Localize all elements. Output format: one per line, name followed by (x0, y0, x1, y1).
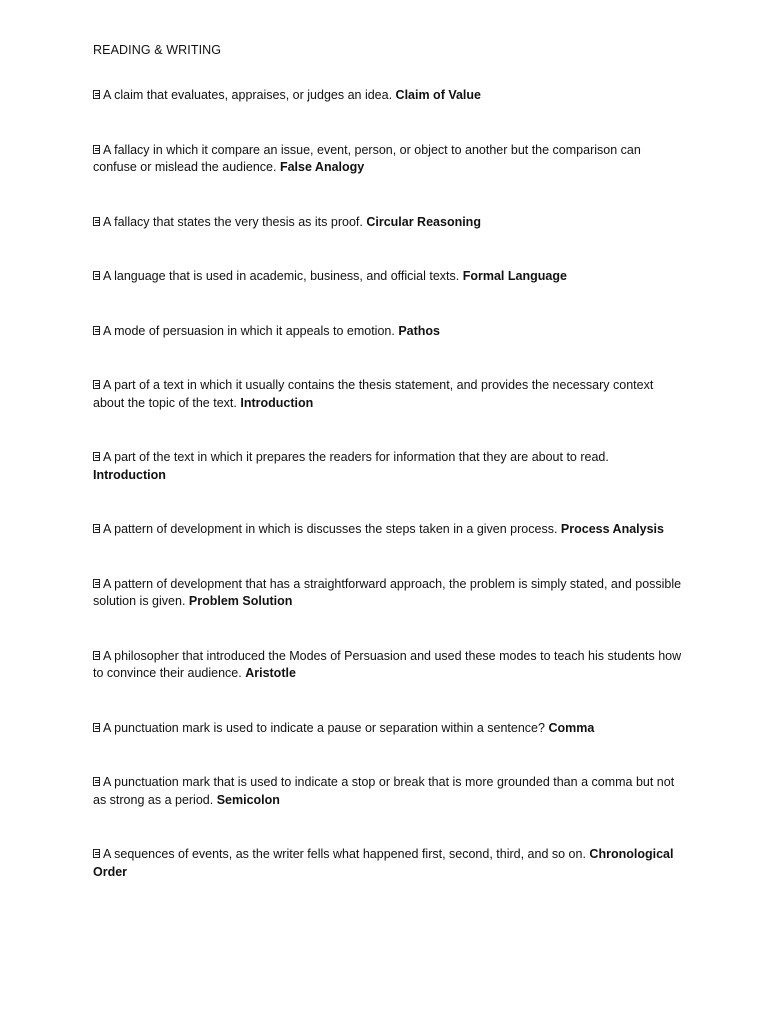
missing-glyph-icon (93, 90, 100, 99)
answer-text: Introduction (93, 467, 166, 482)
answer-text: Pathos (398, 323, 441, 338)
question-text: A pattern of development that has a straightforward approach, the problem is simply stated, and possible solution is given. (93, 576, 682, 608)
qa-item (93, 774, 683, 809)
answer-text: Comma (548, 720, 595, 735)
missing-glyph-icon (93, 723, 100, 732)
answer-text: Chronological Order (93, 847, 674, 879)
answer-text: Circular Reasoning (366, 214, 481, 229)
question-text: A fallacy in which it compare an issue, event, person, or object to another but the comparison can confuse or mislead the audience. (93, 142, 641, 174)
missing-glyph-icon (93, 849, 100, 858)
question-text: A part of a text in which it usually contains the thesis statement, and provides the necessary context about the topic of the text. (93, 378, 654, 410)
missing-glyph-icon (93, 651, 100, 660)
missing-glyph-icon (93, 271, 100, 280)
answer-text: Aristotle (245, 666, 296, 680)
question-text: A sequences of events, as the writer fells what happened first, second, third, and so on. (103, 847, 586, 861)
question-text: A part of the text in which it prepares the readers for information that they are about to read. (103, 450, 609, 464)
qa-item (93, 87, 683, 105)
missing-glyph-icon (93, 217, 100, 226)
answer-text: Introduction (240, 395, 314, 410)
qa-item (93, 576, 683, 611)
qa-item (93, 377, 683, 412)
missing-glyph-icon (93, 579, 100, 588)
qa-item (93, 214, 683, 232)
question-text: A mode of persuasion in which it appeals to emotion. (103, 323, 395, 338)
answer-text: Process Analysis (560, 522, 664, 536)
question-text: A claim that evaluates, appraises, or judges an idea. (103, 88, 393, 102)
qa-item (93, 449, 683, 484)
qa-item (93, 648, 683, 683)
answer-text: Claim of Value (395, 88, 481, 102)
document-body (93, 41, 683, 881)
qa-item (93, 846, 683, 881)
qa-item (93, 142, 683, 177)
missing-glyph-icon (93, 326, 100, 335)
answer-text: Formal Language (462, 269, 567, 283)
missing-glyph-icon (93, 452, 100, 461)
question-text: A language that is used in academic, business, and official texts. (103, 269, 460, 283)
question-text: A punctuation mark is used to indicate a pause or separation within a sentence? (103, 720, 545, 735)
missing-glyph-icon (93, 777, 100, 786)
qa-item (93, 268, 683, 286)
missing-glyph-icon (93, 145, 100, 154)
question-text: A punctuation mark that is used to indicate a stop or break that is more grounded than a comma but not as strong as a period. (93, 775, 675, 807)
question-text: A fallacy that states the very thesis as its proof. (103, 214, 363, 229)
answer-text: Problem Solution (188, 594, 293, 608)
qa-item (93, 521, 683, 539)
missing-glyph-icon (93, 524, 100, 533)
document-title: READING & WRITING (93, 43, 222, 57)
qa-item (93, 323, 683, 341)
answer-text: Semicolon (216, 792, 280, 807)
question-text: A pattern of development in which is discusses the steps taken in a given process. (103, 522, 558, 536)
missing-glyph-icon (93, 380, 100, 389)
question-text: A philosopher that introduced the Modes of Persuasion and used these modes to teach his students how to convince their audience. (93, 648, 682, 680)
qa-item (93, 720, 683, 738)
answer-text: False Analogy (279, 160, 365, 174)
